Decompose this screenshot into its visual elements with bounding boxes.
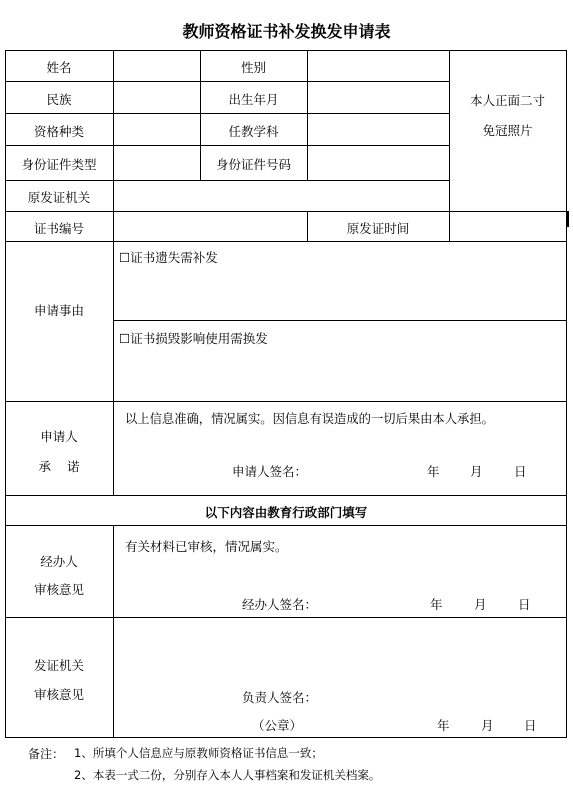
issuing-month: 月: [481, 718, 494, 733]
commitment-month: 月: [470, 464, 483, 479]
label-birth: 出生年月: [228, 92, 279, 107]
issuing-day: 日: [524, 718, 537, 733]
handler-day: 日: [518, 597, 531, 612]
notes-line1: 1、所填个人信息应与原教师资格证书信息一致；: [74, 746, 323, 760]
name-field[interactable]: [114, 51, 200, 81]
handler-month: 月: [474, 597, 487, 612]
option-lost-checkbox[interactable]: ☐证书遗失需补发: [119, 250, 218, 265]
issuing-label-line1: 发证机关: [33, 658, 84, 673]
commitment-label-line1: 申请人: [40, 429, 78, 444]
cert-type-field[interactable]: [114, 114, 200, 145]
photo-label-line1: 本人正面二寸: [469, 93, 545, 108]
label-issuer: 原发证机关: [27, 190, 91, 205]
id-number-field[interactable]: [308, 146, 449, 180]
text-cursor: [567, 211, 569, 227]
table-border-right: [566, 50, 567, 738]
reason-divider: [113, 320, 567, 321]
cert-number-field[interactable]: [114, 212, 307, 241]
gender-field[interactable]: [308, 51, 449, 81]
label-name: 姓名: [46, 60, 72, 75]
issue-date-field[interactable]: [450, 212, 566, 241]
admin-section-header: 以下内容由教育行政部门填写: [204, 505, 368, 520]
responsible-signature-label: 负责人签名：: [242, 690, 318, 705]
id-type-field[interactable]: [114, 146, 200, 180]
commitment-year: 年: [427, 464, 440, 479]
reason-label: 申请事由: [33, 303, 84, 318]
commitment-label-line2: 承 诺: [38, 459, 80, 474]
handler-year: 年: [430, 597, 443, 612]
birth-field[interactable]: [308, 82, 449, 113]
row-divider: [5, 241, 567, 242]
issuing-year: 年: [437, 718, 450, 733]
row-divider: [5, 495, 567, 496]
label-ethnicity: 民族: [46, 92, 72, 107]
label-gender: 性别: [240, 60, 266, 75]
label-id-number: 身份证件号码: [215, 157, 291, 172]
handler-opinion-text: 有关材料已审核，情况属实。: [125, 539, 288, 554]
handler-label-line2: 审核意见: [33, 582, 84, 597]
table-border-left: [5, 50, 6, 738]
label-id-type: 身份证件类型: [21, 157, 97, 172]
row-divider: [5, 401, 567, 402]
col-divider: [113, 525, 114, 737]
row-divider: [5, 617, 567, 618]
form-title: 教师资格证书补发换发申请表: [182, 22, 391, 41]
ethnicity-field[interactable]: [114, 82, 200, 113]
applicant-signature-label: 申请人签名：: [232, 464, 308, 479]
table-border-bottom: [5, 737, 567, 738]
handler-label-line1: 经办人: [40, 554, 78, 569]
option-damaged-checkbox[interactable]: ☐证书损毁影响使用需换发: [119, 331, 268, 346]
notes-label: 备注：: [28, 747, 65, 761]
table-border-top: [5, 50, 567, 51]
handler-signature-label: 经办人签名：: [242, 597, 318, 612]
commitment-day: 日: [514, 464, 527, 479]
issuer-field[interactable]: [114, 181, 449, 211]
official-seal-label: （公章）: [252, 718, 303, 733]
row-divider: [5, 525, 567, 526]
issuing-label-line2: 审核意见: [33, 687, 84, 702]
label-issue-date: 原发证时间: [346, 221, 410, 236]
commitment-statement: 以上信息准确，情况属实。因信息有误造成的一切后果由本人承担。: [125, 412, 494, 426]
photo-label-line2: 免冠照片: [482, 123, 533, 138]
label-subject: 任教学科: [228, 124, 279, 139]
subject-field[interactable]: [308, 114, 449, 145]
label-cert-number: 证书编号: [33, 221, 84, 236]
notes-line2: 2、本表一式二份，分别存入本人人事档案和发证机关档案。: [74, 768, 381, 782]
label-cert-type: 资格种类: [33, 124, 84, 139]
